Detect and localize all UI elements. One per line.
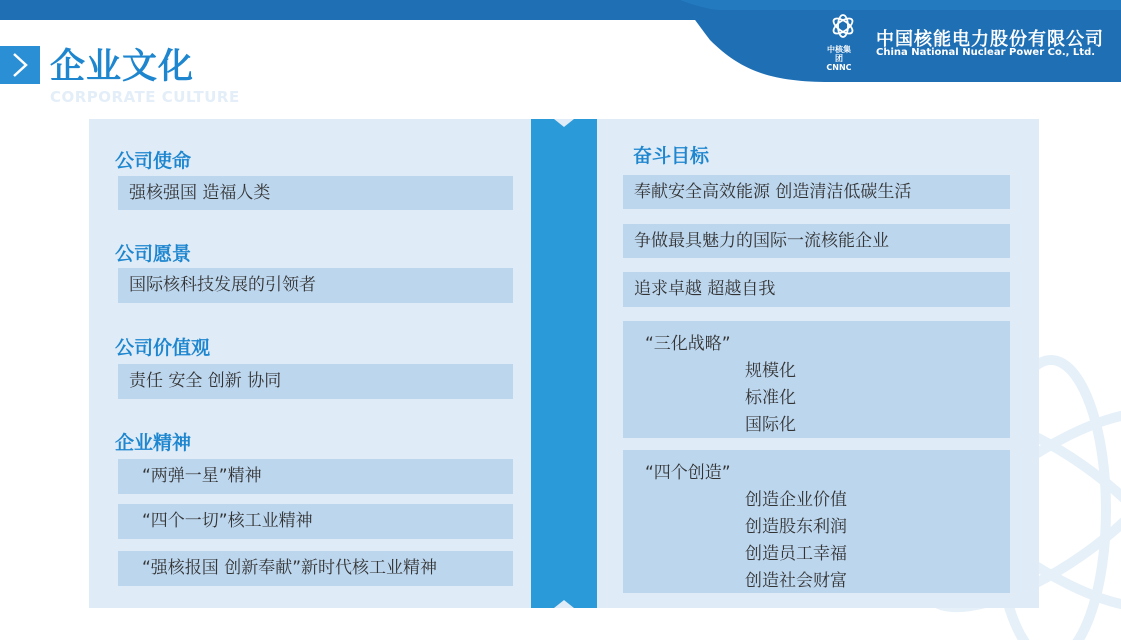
spirit-item: “两弹一星”精神 bbox=[118, 459, 513, 494]
spirit-item: “四个一切”核工业精神 bbox=[118, 504, 513, 539]
page-title: 企业文化 bbox=[50, 47, 195, 87]
spirit-heading: 企业精神 bbox=[115, 432, 192, 454]
company-name-en: China National Nuclear Power Co., Ltd. bbox=[876, 47, 1096, 58]
creation-item: 创造股东利润 bbox=[745, 517, 847, 537]
creation-item: 创造社会财富 bbox=[745, 571, 847, 591]
cnnc-logo-icon bbox=[830, 12, 856, 46]
creation-item: 创造员工幸福 bbox=[745, 544, 847, 564]
creations-title: “四个创造” bbox=[645, 463, 731, 483]
logo-text-cn: 中核集团 bbox=[827, 45, 851, 63]
logo-text-en: CNNC bbox=[826, 63, 852, 72]
strategy-item: 标准化 bbox=[745, 388, 796, 408]
values-item: 责任 安全 创新 协同 bbox=[118, 364, 513, 399]
strategy-item: 国际化 bbox=[745, 415, 796, 435]
center-divider bbox=[531, 119, 597, 608]
strategy-item: 规模化 bbox=[745, 361, 796, 381]
goal-item: 奉献安全高效能源 创造清洁低碳生活 bbox=[623, 175, 1010, 209]
mission-item: 强核强国 造福人类 bbox=[118, 176, 513, 210]
creation-item: 创造企业价值 bbox=[745, 490, 847, 510]
creations-block bbox=[623, 450, 1010, 593]
values-heading: 公司价值观 bbox=[115, 337, 211, 359]
goal-item: 争做最具魅力的国际一流核能企业 bbox=[623, 224, 1010, 258]
page-subtitle: CORPORATE CULTURE bbox=[50, 88, 240, 106]
mission-heading: 公司使命 bbox=[115, 150, 192, 172]
spirit-item: “强核报国 创新奉献”新时代核工业精神 bbox=[118, 551, 513, 586]
company-name-cn: 中国核能电力股份有限公司 bbox=[876, 29, 1104, 50]
chevron-right-icon bbox=[10, 52, 30, 78]
strategy-title: “三化战略” bbox=[645, 334, 731, 354]
logo-text bbox=[826, 45, 852, 72]
vision-item: 国际核科技发展的引领者 bbox=[118, 268, 513, 303]
strategy-block bbox=[623, 321, 1010, 438]
goals-heading: 奋斗目标 bbox=[633, 145, 710, 167]
title-marker bbox=[0, 46, 40, 84]
vision-heading: 公司愿景 bbox=[115, 243, 192, 265]
goal-item: 追求卓越 超越自我 bbox=[623, 272, 1010, 307]
